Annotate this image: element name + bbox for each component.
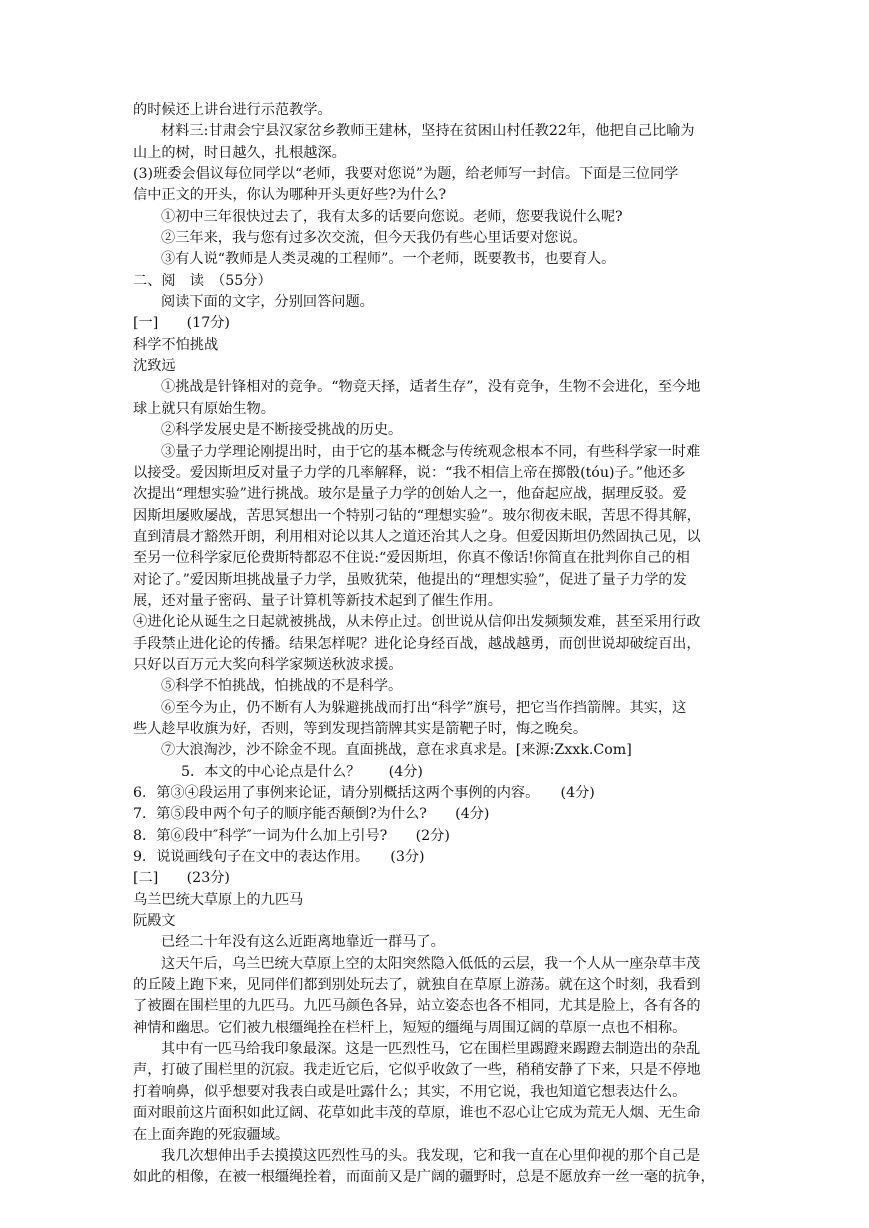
- text-line: 的时候还上讲台进行示范教学。: [133, 102, 332, 118]
- text-line: ④进化论从诞生之日起就被挑战，从未停止过。创世说从信仰出发频频发难，甚至采用行政: [133, 614, 701, 631]
- text-line: 7．第⑤段申两个句子的顺序能否颠倒?为什么? (4分): [133, 806, 490, 823]
- text-line: 展，还对量子密码、量子计算机等新技术起到了催生作用。: [133, 592, 502, 609]
- text-line: ①挑战是针锋相对的竞争。“物竞天择，适者生存”，没有竞争，生物不会进化，至今地: [161, 379, 701, 396]
- text-line: ⑥至今为止，仍不断有人为躲避挑战而打出“科学”旗号，把它当作挡箭牌。其实，这: [161, 699, 687, 716]
- text-line: 5．本文的中心论点是什么？ (4分): [181, 763, 423, 780]
- text-line: 其中有一匹马给我印象最深。这是一匹烈性马，它在围栏里踢蹬来踢蹬去制造出的杂乱: [161, 1041, 701, 1058]
- text-line: 对论了。”爱因斯坦挑战量子力学，虽败犹荣，他提出的“理想实验”，促进了量子力学的发: [133, 571, 687, 588]
- text-line: 在上面奔跑的死寂疆域。: [133, 1126, 290, 1143]
- text-line: 至另一位科学家厄伦费斯特都忍不住说:“爱因斯坦，你真不像话!你简直在批判你自己的相: [133, 550, 690, 567]
- text-line: 山上的树，时日越久，扎根越深。: [133, 144, 346, 161]
- text-line: 8．第⑥段中″科学″一词为什么加上引号? (2分): [133, 827, 450, 844]
- text-line: 信中正文的开头，你认为哪种开头更好些?为什么?: [133, 187, 447, 204]
- text-line: 科学不怕挑战: [133, 336, 219, 353]
- text-line: ③有人说“教师是人类灵魂的工程师”。一个老师，既要教书，也要育人。: [161, 251, 616, 268]
- text-line: 些人趁早收旗为好，否则，等到发现挡箭牌其实是箭靶子时，悔之晚矣。: [133, 720, 588, 737]
- text-line: 因斯坦屡败屡战，苦思冥想出一个特别刁钻的“理想实验”。玻尔彻夜未眠，苦思不得其解，: [133, 507, 701, 524]
- text-line: 以接受。爱因斯坦反对量子力学的几率解释，说：“我不相信上帝在掷骰(tóu)子。”他还多: [133, 464, 686, 481]
- text-line: 阅读下面的文字，分别回答问题。: [161, 294, 374, 311]
- text-line: 6．第③④段运用了事例来论证，请分别概括这两个事例的内容。 (4分): [133, 785, 595, 801]
- text-line: 沈致远: [133, 358, 176, 375]
- document-body: [133, 100, 743, 1189]
- text-line: 9．说说画线句子在文中的表达作用。 (3分): [133, 849, 425, 866]
- text-line: ⑦大浪淘沙，沙不除金不现。直面挑战，意在求真求是。[来源:Zxxk.Com]: [161, 742, 632, 759]
- text-line: ②科学发展史是不断接受挑战的历史。: [161, 422, 403, 439]
- text-line: ③量子力学理论刚提出时，由于它的基本概念与传统观念根本不同，有些科学家一时难: [161, 443, 701, 460]
- text-line: (3)班委会倡议每位同学以“老师，我要对您说”为题，给老师写一封信。下面是三位同学: [133, 166, 679, 183]
- text-line: 只好以百万元大奖向科学家频送秋波求援。: [133, 656, 403, 673]
- text-line: 的丘陵上跑下来，见同伴们都到别处玩去了，就独自在草原上游荡。就在这个时刻，我看到: [133, 977, 701, 994]
- text-line: ①初中三年很快过去了，我有太多的话要向您说。老师，您要我说什么呢?: [161, 208, 623, 225]
- text-line: 球上就只有原始生物。: [133, 400, 275, 417]
- text-line: 声，打破了围栏里的沉寂。我走近它后，它似乎收敛了一些，稍稍安静了下来，只是不停地: [133, 1062, 701, 1079]
- text-line: ⑤科学不怕挑战，怕挑战的不是科学。: [161, 678, 403, 695]
- text-line: 手段禁止进化论的传播。结果怎样呢？进化论身经百战，越战越勇，而创世说却破绽百出，: [133, 635, 701, 652]
- text-line: 次提出“理想实验”进行挑战。玻尔是量子力学的创始人之一，他奋起应战，据理反驳。爱: [133, 486, 687, 503]
- text-line: 打着响鼻，似乎想要对我表白或是吐露什么；其实，不用它说，我也知道它想表达什么。: [133, 1083, 687, 1100]
- text-line: ②三年来，我与您有过多次交流，但今天我仍有些心里话要对您说。: [161, 230, 587, 247]
- text-line: 面对眼前这片面积如此辽阔、花草如此丰茂的草原，谁也不忍心让它成为荒无人烟、无生命: [133, 1105, 701, 1122]
- text-line: 了被圈在围栏里的九匹马。九匹马颜色各异，站立姿态也各不相同，尤其是脸上，各有各的: [133, 998, 701, 1015]
- text-line: 如此的相像，在被一根缰绳拴着，而面前又是广阔的疆野时，总是不愿放弃一丝一毫的抗争，: [133, 1169, 715, 1186]
- text-line: 这天午后，乌兰巴统大草原上空的太阳突然隐入低低的云层，我一个人从一座杂草丰茂: [161, 955, 701, 972]
- text-line: 我几次想伸出手去摸摸这匹烈性马的头。我发现，它和我一直在心里仰视的那个自己是: [161, 1147, 701, 1164]
- text-line: 二、阅 读 （55分）: [133, 272, 272, 289]
- text-line: 材料三:甘肃会宁县汉家岔乡教师王建林，坚持在贫困山村任教22年，他把自己比喻为: [161, 123, 695, 140]
- text-line: [二] (23分): [133, 870, 230, 887]
- text-line: 神情和幽思。它们被九根缰绳拴在栏杆上，短短的缰绳与周围辽阔的草原一点也不相称。: [133, 1019, 687, 1036]
- text-line: [一] (17分): [133, 315, 230, 332]
- text-line: 已经二十年没有这么近距离地靠近一群马了。: [161, 934, 445, 951]
- text-line: 乌兰巴统大草原上的九匹马: [133, 891, 304, 908]
- text-line: 阮殿文: [133, 913, 176, 930]
- text-line: 直到清晨才豁然开朗，利用相对论以其人之道还治其人之身。但爱因斯坦仍然固执己见，以: [133, 528, 701, 545]
